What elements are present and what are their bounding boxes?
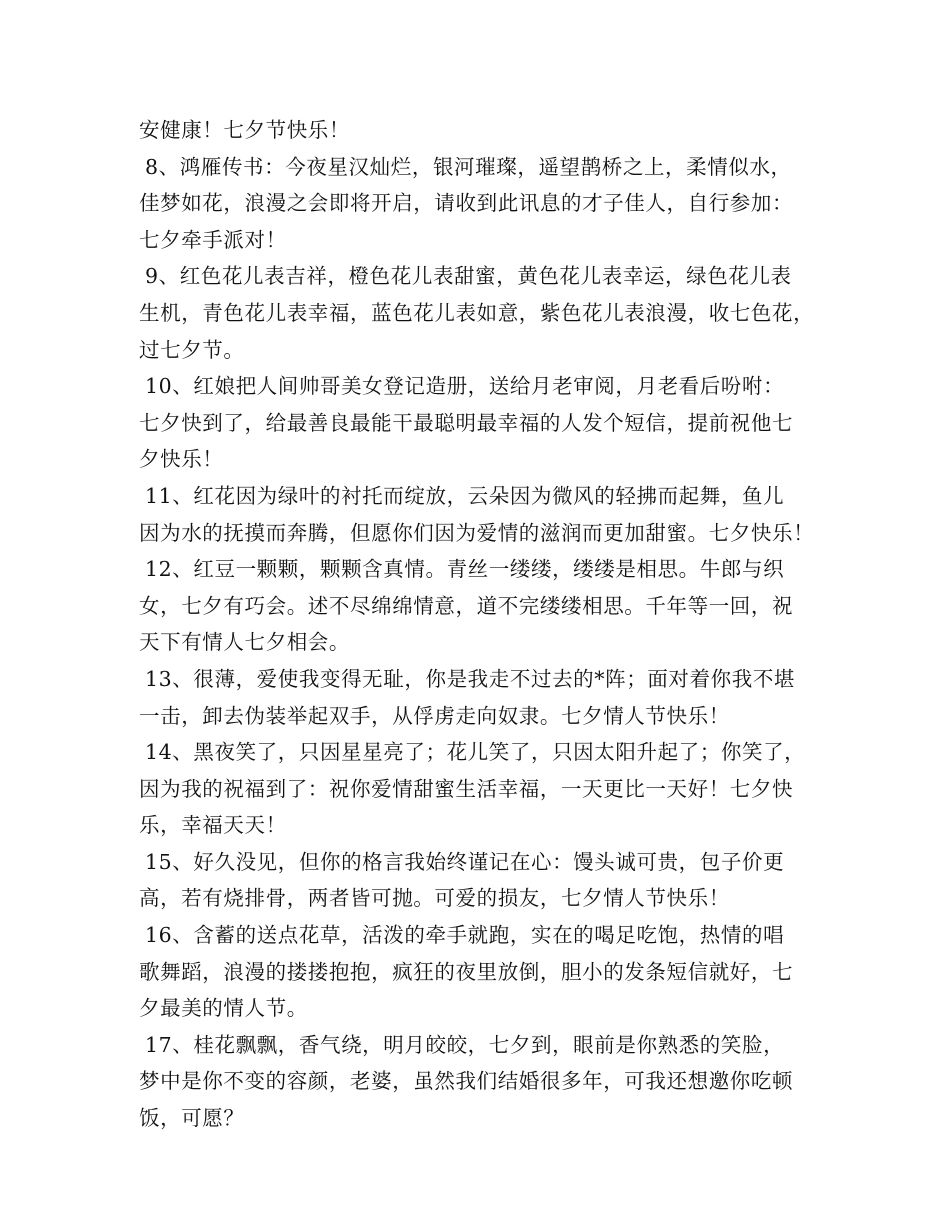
text-line: 16、含蓄的送点花草，活泼的牵手就跑，实在的喝足吃饱，热情的唱: [145, 923, 785, 948]
text-line: 七夕快到了，给最善良最能干最聪明最幸福的人发个短信，提前祝他七: [139, 410, 794, 435]
text-line: 17、桂花飘飘，香气绕，明月皎皎，七夕到，眼前是你熟悉的笑脸，: [145, 1032, 785, 1057]
text-line: 饭，可愿？: [139, 1106, 245, 1131]
text-line: 佳梦如花，浪漫之会即将开启，请收到此讯息的才子佳人，自行参加：: [139, 191, 794, 216]
text-line: 10、红娘把人间帅哥美女登记造册，送给月老审阅，月老看后吩咐：: [145, 374, 785, 399]
text-line: 高，若有烧排骨，两者皆可抛。可爱的损友，七夕情人节快乐！: [139, 886, 730, 911]
text-line: 因为我的祝福到了：祝你爱情甜蜜生活幸福，一天更比一天好！七夕快: [139, 776, 794, 801]
text-line: 12、红豆一颗颗，颗颗含真情。青丝一缕缕，缕缕是相思。牛郎与织: [145, 557, 785, 582]
text-line: 过七夕节。: [139, 337, 245, 362]
text-line: 9、红色花儿表吉祥，橙色花儿表甜蜜，黄色花儿表幸运，绿色花儿表: [145, 264, 792, 289]
text-line: 13、很薄，爱使我变得无耻，你是我走不过去的*阵；面对着你我不堪: [145, 666, 796, 691]
text-line: 11、红花因为绿叶的衬托而绽放，云朵因为微风的轻拂而起舞，鱼儿: [145, 483, 785, 508]
text-line: 15、好久没见，但你的格言我始终谨记在心：馒头诚可贵，包子价更: [145, 849, 785, 874]
text-line: 夕快乐！: [139, 447, 224, 472]
text-line: 安健康！七夕节快乐！: [139, 118, 350, 142]
text-line: 梦中是你不变的容颜，老婆，虽然我们结婚很多年，可我还想邀你吃顿: [139, 1069, 794, 1094]
text-line: 因为水的抚摸而奔腾，但愿你们因为爱情的滋润而更加甜蜜。七夕快乐！: [139, 520, 815, 545]
document-body: [139, 112, 829, 1137]
text-line: 夕最美的情人节。: [139, 996, 308, 1021]
text-line: 天下有情人七夕相会。: [139, 630, 350, 655]
text-line: 一击，卸去伪装举起双手，从俘虏走向奴隶。七夕情人节快乐！: [139, 703, 730, 728]
text-line: 14、黑夜笑了，只因星星亮了；花儿笑了，只因太阳升起了；你笑了，: [145, 740, 806, 765]
text-line: 乐，幸福天天！: [139, 813, 287, 838]
text-line: 七夕牵手派对！: [139, 227, 287, 252]
text-line: 生机，青色花儿表幸福，蓝色花儿表如意，紫色花儿表浪漫，收七色花，: [139, 300, 815, 325]
text-line: 8、鸿雁传书：今夜星汉灿烂，银河璀璨，遥望鹊桥之上，柔情似水，: [145, 154, 792, 179]
text-line: 女，七夕有巧会。述不尽绵绵情意，道不完缕缕相思。千年等一回，祝: [139, 593, 794, 618]
text-line: 歌舞蹈，浪漫的搂搂抱抱，疯狂的夜里放倒，胆小的发条短信就好，七: [139, 959, 794, 984]
